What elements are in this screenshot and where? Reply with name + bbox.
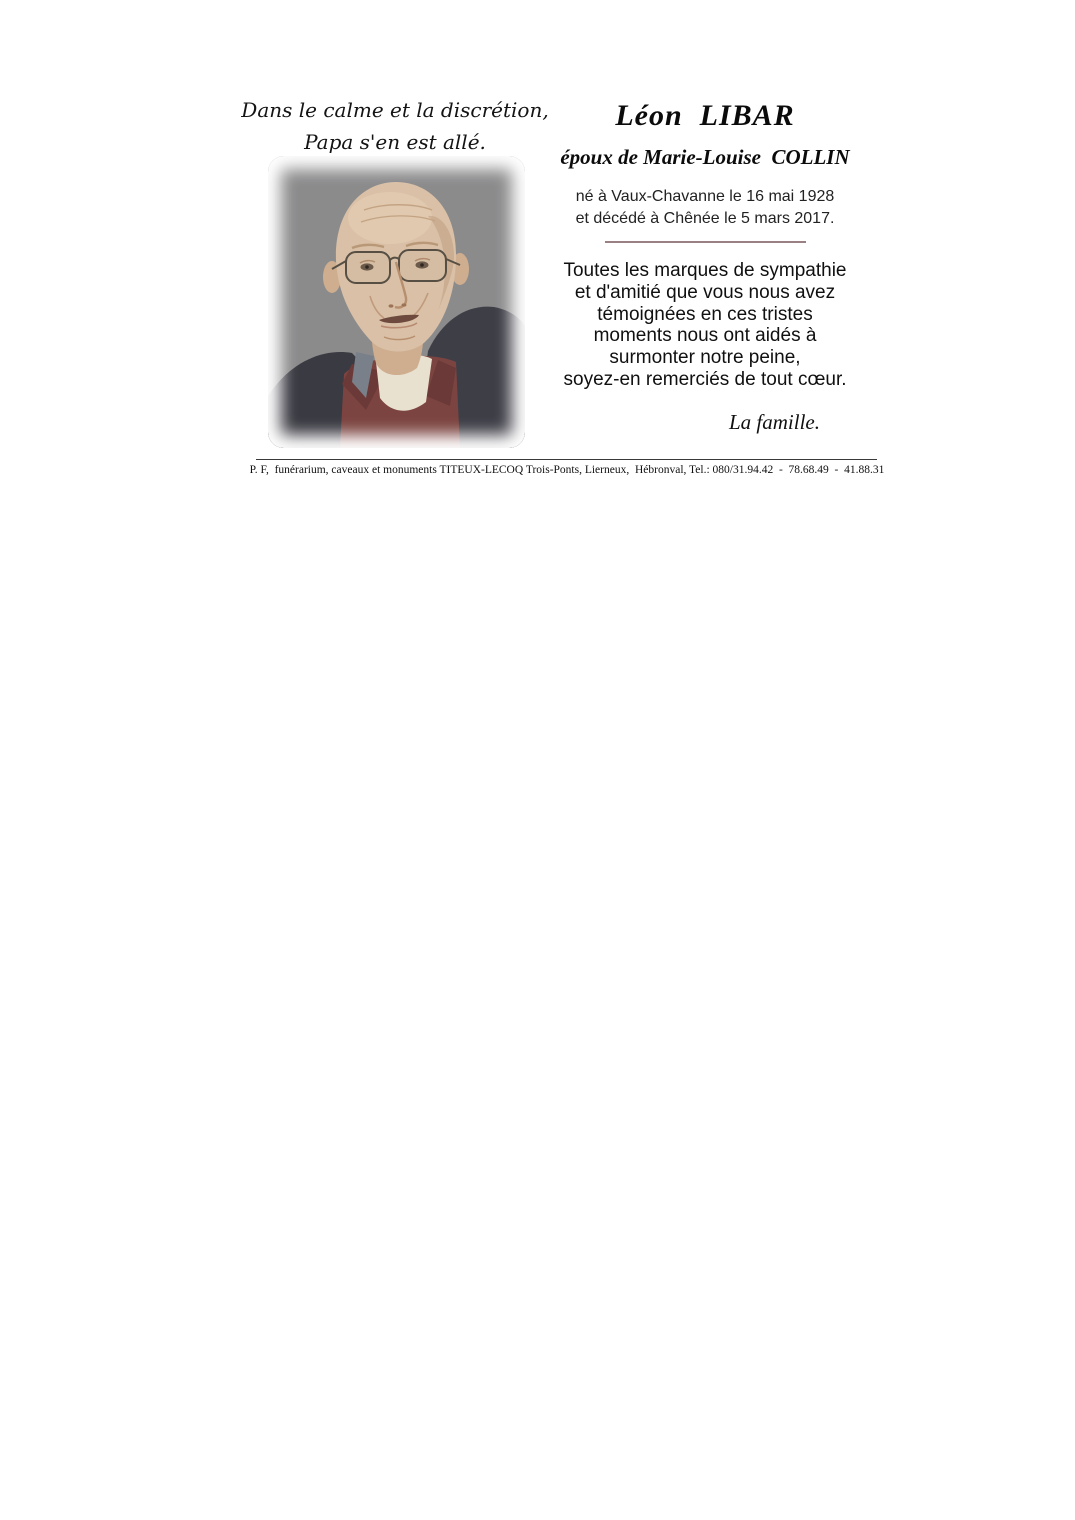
message-line: Toutes les marques de sympathie — [563, 260, 847, 281]
decorative-divider — [605, 241, 806, 243]
footer-divider — [256, 459, 877, 460]
thank-you-message — [545, 260, 865, 391]
spouse-line: époux de Marie-Louise COLLIN — [560, 145, 850, 169]
announcement-column — [545, 0, 865, 460]
portrait-photo-image — [268, 156, 525, 448]
death-line: et décédé à Chênée le 5 mars 2017. — [575, 210, 835, 227]
funeral-home-info: P. F, funérarium, caveaux et monuments TITEUX-LECOQ Trois-Ponts, Lierneux, Hébronval, Tel.: 080/31.94.42 - 78.68.49 - 41.88.31 — [249, 464, 885, 476]
deceased-name: Léon LIBAR — [615, 99, 795, 132]
family-signature: La famille. — [728, 410, 820, 434]
message-line: moments nous ont aidés à — [593, 325, 817, 347]
opening-quote — [235, 94, 555, 158]
portrait-photo — [268, 156, 525, 448]
message-line: témoignées en ces tristes — [597, 303, 813, 325]
life-dates — [545, 186, 865, 230]
message-line: soyez-en remerciés de tout cœur. — [563, 368, 847, 390]
quote-line-2: Papa s'en est allé. — [304, 130, 486, 154]
message-line: surmonter notre peine, — [609, 347, 801, 369]
message-line: et d'amitié que vous nous avez — [574, 281, 836, 303]
birth-line: né à Vaux-Chavanne le 16 mai 1928 — [575, 188, 835, 205]
quote-line-1: Dans le calme et la discrétion, — [241, 98, 549, 122]
